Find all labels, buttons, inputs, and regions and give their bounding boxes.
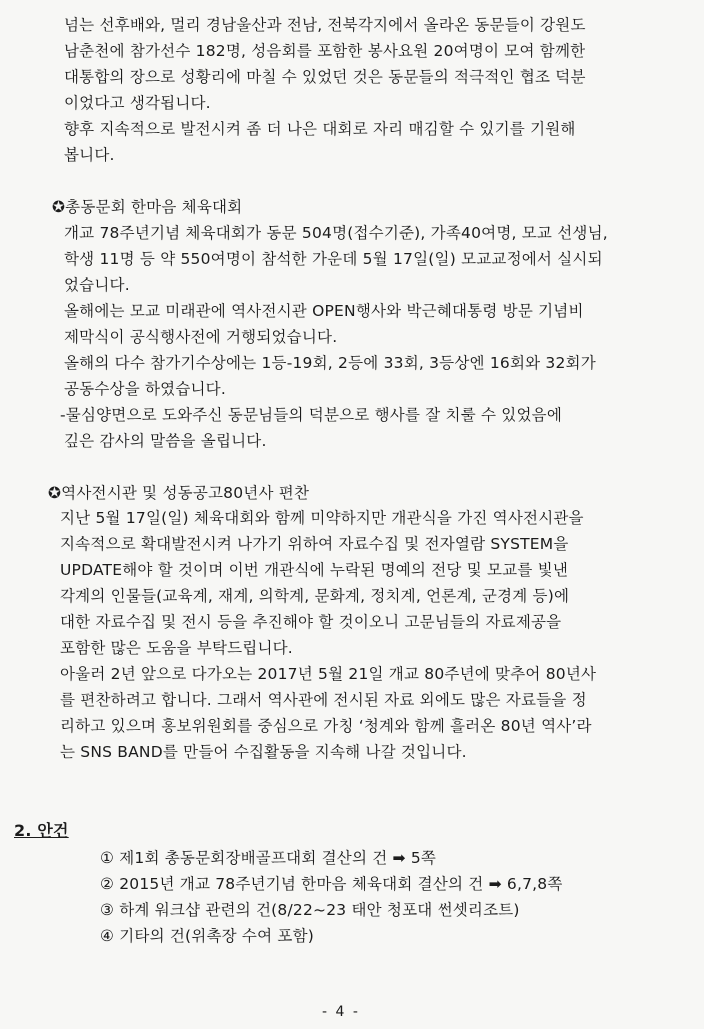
agenda-item: ② 2015년 개교 78주년기념 한마음 체육대회 결산의 건 ➡ 6,7,8쪽 — [100, 875, 563, 893]
agenda-item: ① 제1회 총동문회장배골프대회 결산의 건 ➡ 5쪽 — [100, 849, 437, 867]
page-number: - 4 - — [322, 1004, 360, 1020]
text-line: UPDATE해야 할 것이며 이번 개관식에 누락된 명예의 전당 및 모교를 빛낸 — [60, 561, 568, 579]
text-line: 었습니다. — [64, 276, 130, 294]
text-line: -물심양면으로 도와주신 동문님들의 덕분으로 행사를 잘 치룰 수 있었음에 — [60, 406, 563, 424]
text-line: 봅니다. — [64, 146, 115, 164]
text-line: 를 편찬하려고 합니다. 그래서 역사관에 전시된 자료 외에도 많은 자료들을 정 — [60, 691, 587, 709]
text-line: 올해에는 모교 미래관에 역사전시관 OPEN행사와 박근혜대통령 방문 기념비 — [64, 302, 584, 320]
section-title-agenda: 2. 안건 — [14, 821, 69, 840]
text-line: 포함한 많은 도움을 부탁드립니다. — [60, 639, 293, 657]
text-line: 개교 78주년기념 체육대회가 동문 504명(접수기준), 가족40여명, 모교 선생님, — [64, 224, 608, 242]
text-line: 지속적으로 확대발전시켜 나가기 위하여 자료수집 및 전자열람 SYSTEM을 — [60, 535, 569, 553]
text-line: 는 SNS BAND를 만들어 수집활동을 지속해 나갈 것입니다. — [60, 743, 467, 761]
text-line: 향후 지속적으로 발전시켜 좀 더 나은 대회로 자리 매김할 수 있기를 기원해 — [64, 120, 576, 138]
text-line: 학생 11명 등 약 550여명이 참석한 가운데 5월 17일(일) 모교교정에서 실시되 — [64, 250, 603, 268]
text-line: 대한 자료수집 및 전시 등을 추진해야 할 것이오니 고문님들의 자료제공을 — [60, 613, 562, 631]
section-heading-sports: ✪총동문회 한마음 체육대회 — [52, 198, 243, 216]
text-line: 이었다고 생각됩니다. — [64, 94, 211, 112]
text-line: 대통합의 장으로 성황리에 마칠 수 있었던 것은 동문들의 적극적인 협조 덕분 — [64, 68, 586, 86]
text-line: 남춘천에 참가선수 182명, 성음회를 포함한 봉사요원 20여명이 모여 함께한 — [64, 42, 586, 60]
text-line: 지난 5월 17일(일) 체육대회와 함께 미약하지만 개관식을 가진 역사전시관을 — [60, 509, 584, 527]
text-line: 깊은 감사의 말씀을 올립니다. — [64, 432, 267, 450]
text-line: 넘는 선후배와, 멀리 경남울산과 전남, 전북각지에서 올라온 동문들이 강원도 — [64, 16, 586, 34]
agenda-item: ④ 기타의 건(위촉장 수여 포함) — [100, 927, 315, 945]
agenda-item: ③ 하계 워크샵 관련의 건(8/22~23 태안 청포대 썬셋리조트) — [100, 901, 520, 919]
text-line: 제막식이 공식행사전에 거행되었습니다. — [64, 328, 338, 346]
text-line: 아울러 2년 앞으로 다가오는 2017년 5월 21일 개교 80주년에 맞추어 80년사 — [60, 665, 597, 683]
text-line: 공동수상을 하였습니다. — [64, 380, 226, 398]
text-line: 각계의 인물들(교육계, 재계, 의학계, 문화계, 정치계, 언론계, 군경계 등)에 — [60, 587, 570, 605]
text-line: 올해의 다수 참가기수상에는 1등-19회, 2등에 33회, 3등상엔 16회와 32회가 — [64, 354, 596, 372]
text-line: 리하고 있으며 홍보위원회를 중심으로 가칭 ‘청계와 함께 흘러온 80년 역사’라 — [60, 717, 592, 735]
section-heading-history: ✪역사전시관 및 성동공고80년사 편찬 — [48, 484, 310, 502]
